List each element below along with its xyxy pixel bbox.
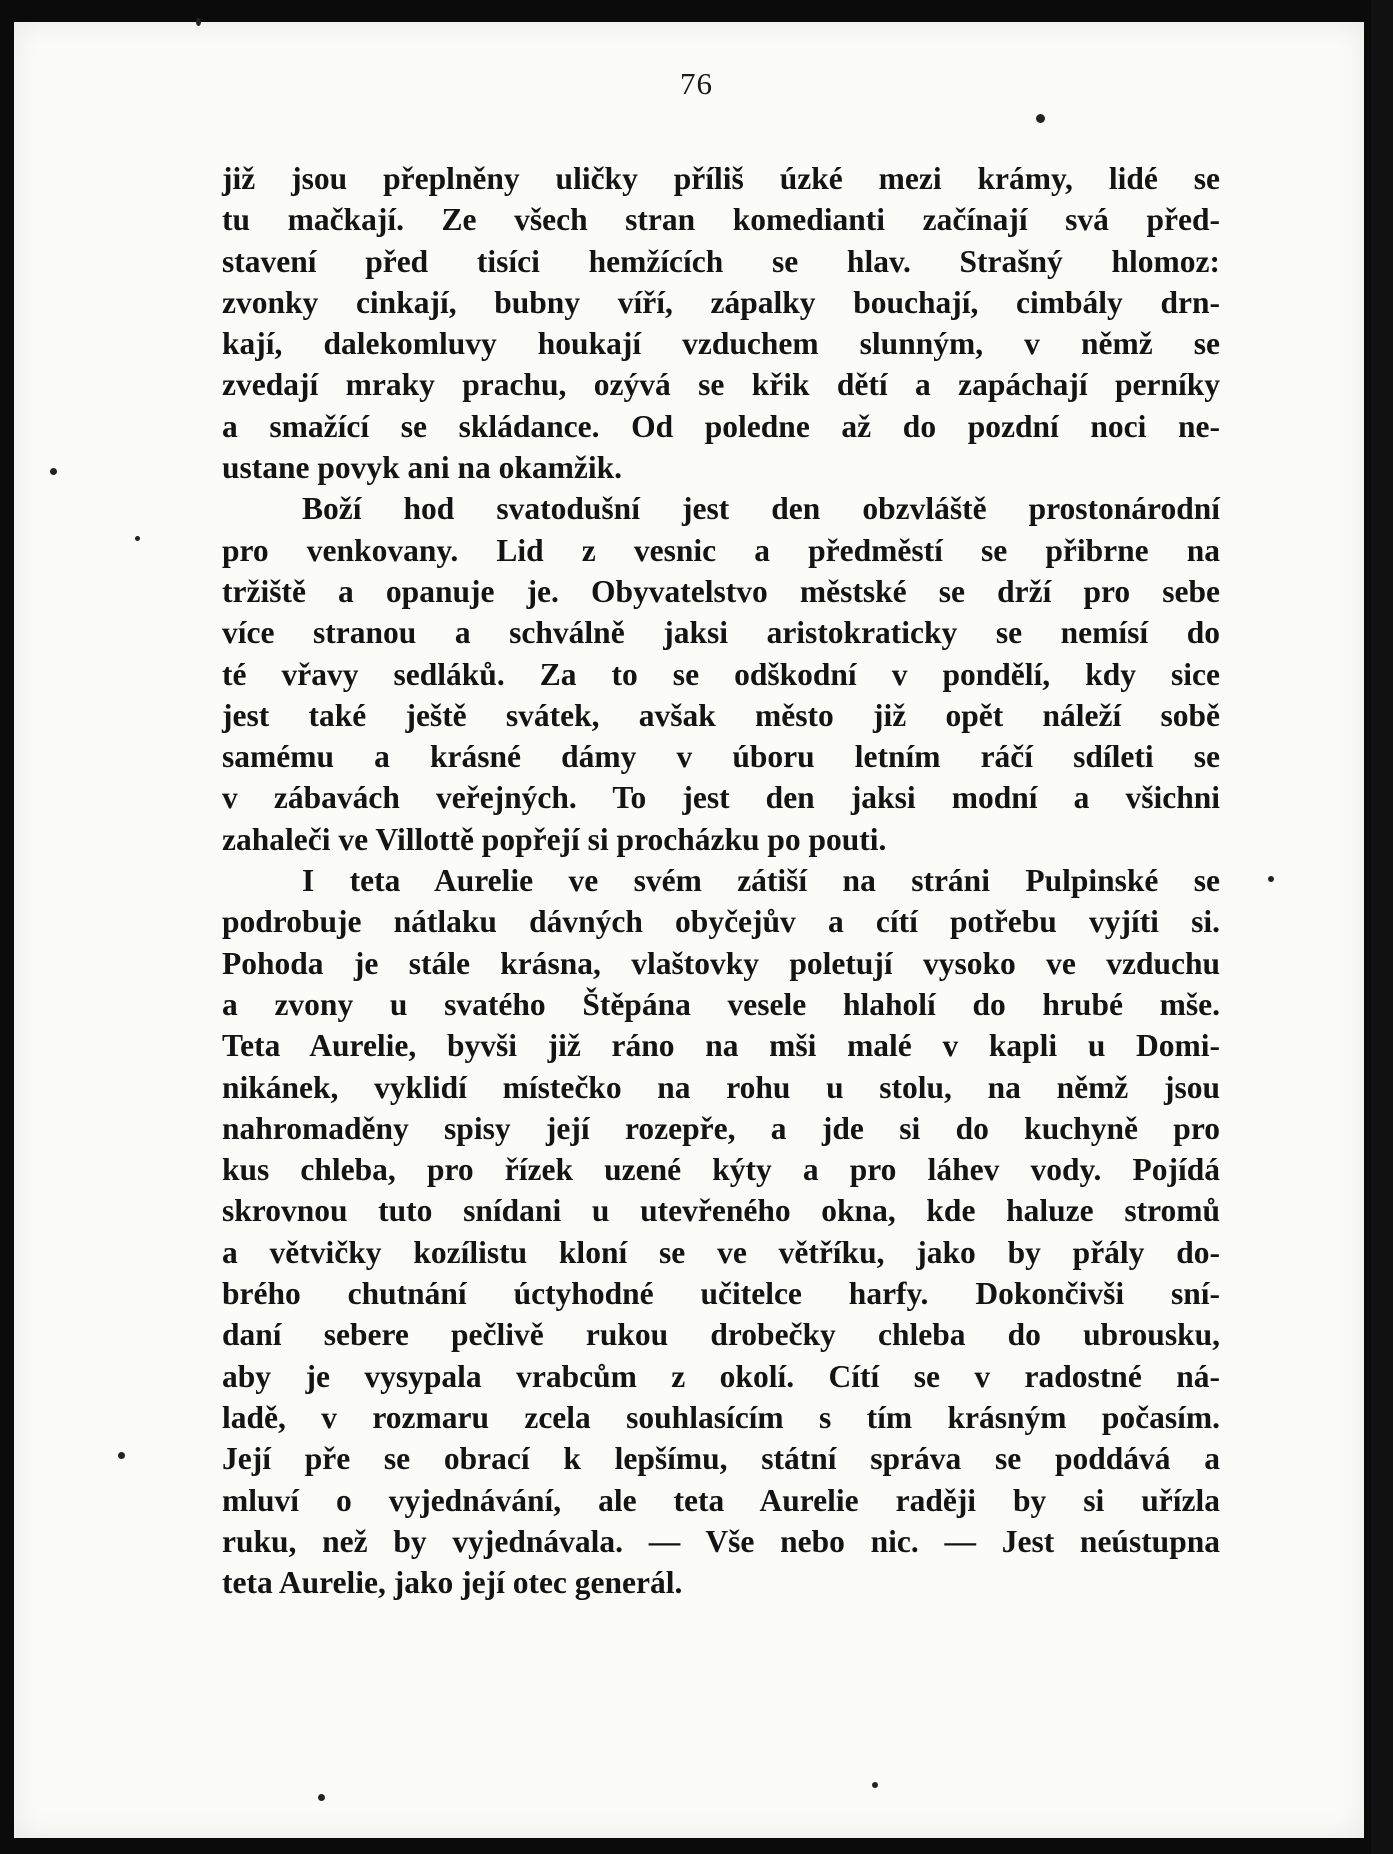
text-line: jest také ještě svátek, avšak město již opět náleží sobě bbox=[222, 697, 1220, 733]
page-number: 76 bbox=[680, 66, 713, 101]
text-line: tu mačkají. Ze všech stran komedianti začínají svá před- bbox=[222, 202, 1220, 238]
text-line: a smažící se skládance. Od poledne až do pozdní noci ne- bbox=[222, 408, 1220, 444]
scan-speck bbox=[50, 468, 57, 475]
scan-speck bbox=[872, 1782, 878, 1788]
scan-speck bbox=[118, 1452, 125, 1459]
text-line: nahromaděny spisy její rozepře, a jde si do kuchyně pro bbox=[222, 1110, 1220, 1146]
scan-speck bbox=[196, 18, 201, 26]
text-line: zahaleči ve Villottě popřejí si procházku po pouti. bbox=[222, 821, 887, 857]
body-text bbox=[222, 158, 1220, 1603]
scan-speck bbox=[1268, 876, 1274, 882]
text-line: té vřavy sedláků. Za to se odškodní v pondělí, kdy sice bbox=[222, 656, 1220, 692]
text-line: skrovnou tuto snídani u utevřeného okna, kde haluze stromů bbox=[222, 1193, 1220, 1229]
text-line: Její pře se obrací k lepšímu, státní správa se poddává a bbox=[222, 1441, 1220, 1477]
text-line: ruku, než by vyjednávala. — Vše nebo nic. — Jest neústupna bbox=[222, 1523, 1220, 1559]
scan-speck bbox=[1036, 114, 1045, 123]
text-line: Boží hod svatodušní jest den obzvláště prostonárodní bbox=[302, 491, 1220, 527]
text-line: Teta Aurelie, byvši již ráno na mši malé v kapli u Domi- bbox=[222, 1028, 1220, 1064]
text-line: aby je vysypala vrabcům z okolí. Cítí se v radostné ná- bbox=[222, 1358, 1220, 1394]
text-line: Pohoda je stále krásna, vlaštovky poletují vysoko ve vzduchu bbox=[222, 945, 1220, 981]
text-line: již jsou přeplněny uličky příliš úzké mezi krámy, lidé se bbox=[222, 161, 1220, 196]
text-line: tržiště a opanuje je. Obyvatelstvo městské se drží pro sebe bbox=[222, 573, 1220, 609]
text-line: brého chutnání úctyhodné učitelce harfy. Dokončivši sní- bbox=[222, 1276, 1220, 1312]
text-line: podrobuje nátlaku dávných obyčejův a cítí potřebu vyjíti si. bbox=[222, 904, 1220, 940]
text-line: a větvičky kozílistu kloní se ve větříku, jako by přály do- bbox=[222, 1234, 1220, 1270]
text-line: ustane povyk ani na okamžik. bbox=[222, 450, 622, 486]
text-line: I teta Aurelie ve svém zátiší na stráni Pulpinské se bbox=[302, 863, 1220, 899]
text-line: teta Aurelie, jako její otec generál. bbox=[222, 1565, 683, 1601]
text-line: stavení před tisíci hemžících se hlav. Strašný hlomoz: bbox=[222, 243, 1220, 279]
scan-speck bbox=[135, 536, 140, 541]
text-line: v zábavách veřejných. To jest den jaksi modní a všichni bbox=[222, 780, 1220, 816]
scan-speck bbox=[318, 1794, 325, 1801]
text-line: nikánek, vyklidí místečko na rohu u stolu, na němž jsou bbox=[222, 1069, 1220, 1105]
text-line: zvonky cinkají, bubny víří, zápalky bouchají, cimbály drn- bbox=[222, 284, 1220, 320]
text-line: ladě, v rozmaru zcela souhlasícím s tím krásným počasím. bbox=[222, 1399, 1220, 1435]
text-line: a zvony u svatého Štěpána vesele hlaholí do hrubé mše. bbox=[222, 986, 1220, 1022]
text-line: zvedají mraky prachu, ozývá se křik dětí a zapáchají perníky bbox=[222, 367, 1220, 403]
text-line: samému a krásné dámy v úboru letním ráčí sdíleti se bbox=[222, 739, 1220, 775]
text-line: kají, dalekomluvy houkají vzduchem slunným, v němž se bbox=[222, 326, 1220, 362]
text-line: mluví o vyjednávání, ale teta Aurelie raději by si uřízla bbox=[222, 1482, 1220, 1518]
text-line: více stranou a schválně jaksi aristokraticky se nemísí do bbox=[222, 615, 1220, 651]
scan-edge-shadow bbox=[1371, 0, 1393, 1854]
text-line: daní sebere pečlivě rukou drobečky chleba do ubrousku, bbox=[222, 1317, 1220, 1353]
text-line: kus chleba, pro řízek uzené kýty a pro láhev vody. Pojídá bbox=[222, 1152, 1220, 1188]
text-line: pro venkovany. Lid z vesnic a předměstí se přibrne na bbox=[222, 532, 1220, 568]
